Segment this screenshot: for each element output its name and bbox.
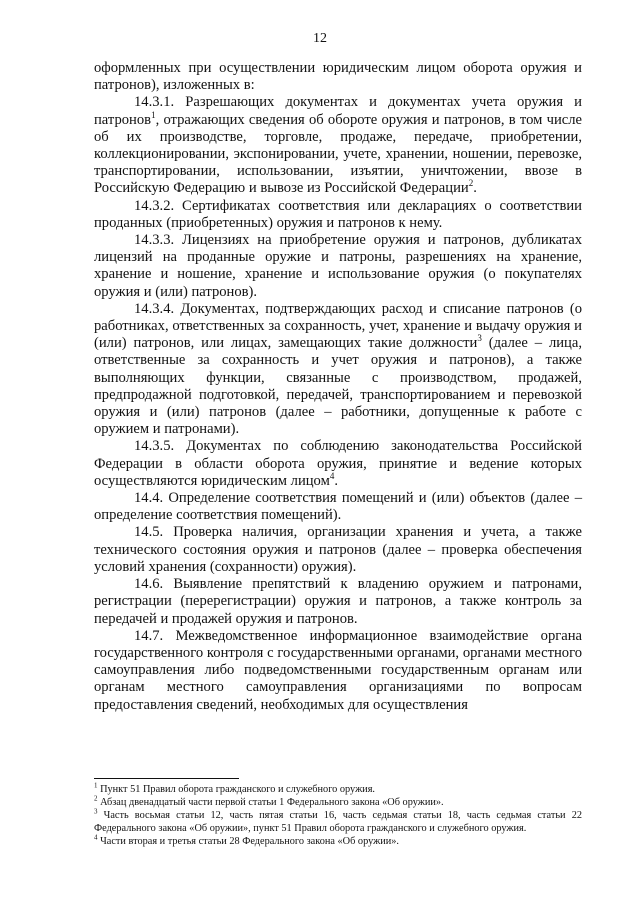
paragraph-text: 14.7. Межведомственное информационное взаимодействие органа государственного контроля с государственными органами, органами местного самоуправления либо подведомственными государственным органам или органам местного самоуправления организациями по вопросам предоставления сведений, необходимых для осуществления <box>94 627 582 713</box>
footnote-number: 1 <box>94 781 98 790</box>
paragraph-text-tail: (далее – лица, ответственные за сохранность и учет оружия и патронов), а также выполняющих функции, связанные с производством, продажей, предпродажной подготовкой, передачей, транспортированием и перевозкой оружия и (или) патронов (далее – работники, допущенные к работе с оружием и патронами). <box>94 335 582 438</box>
paragraph-text: 14.3.2. Сертификатах соответствия или декларациях о соответствии проданных (приобретенных) оружия и патронов к нему. <box>94 197 582 231</box>
paragraph-text: 14.4. Определение соответствия помещений и (или) объектов (далее – определение соответствия помещений). <box>94 490 582 524</box>
footnote-number: 3 <box>94 807 98 816</box>
paragraph-text-tail: . <box>473 180 477 197</box>
paragraph-14-7 <box>94 628 582 714</box>
footnote-number: 4 <box>94 833 98 842</box>
paragraph-text: 14.5. Проверка наличия, организации хранения и учета, а также технического состояния оружия и патронов (далее – проверка обеспечения условий хранения (сохранности) оружия). <box>94 524 582 575</box>
paragraph-14-4 <box>94 490 582 524</box>
footnotes <box>94 783 582 848</box>
paragraph-text: 14.3.4. Документах, подтверждающих расход и списание патронов (о работниках, ответственных за сохранность, учет, хранение и выдачу оружия и (или) патронов, или лицах, замещающих такие должности <box>94 300 582 352</box>
footnote-text: Части вторая и третья статьи 28 Федерального закона «Об оружии». <box>100 836 399 847</box>
footnote-4 <box>94 835 582 848</box>
paragraph-continuation <box>94 60 582 94</box>
footnote-1 <box>94 783 582 796</box>
paragraph-14-3-1 <box>94 94 582 197</box>
paragraph-text: 14.3.1. Разрешающих документах и документах учета оружия и патронов <box>94 94 582 128</box>
footnote-2 <box>94 796 582 809</box>
footnote-number: 2 <box>94 794 98 803</box>
paragraph-14-3-4 <box>94 301 582 439</box>
footnote-text: Абзац двенадцатый части первой статьи 1 Федерального закона «Об оружии». <box>100 797 444 808</box>
footnote-ref-2[interactable]: 2 <box>468 178 474 189</box>
footnote-3 <box>94 809 582 835</box>
page-number: 12 <box>313 31 327 46</box>
paragraph-14-3-2 <box>94 198 582 232</box>
paragraph-text: 14.3.3. Лицензиях на приобретение оружия и патронов, дубликатах лицензий на проданные оружие и патроны, разрешениях на хранение, хранение и ношение, хранение и использование оружия (о покупателях оружия и (или) патронов). <box>94 232 582 300</box>
paragraph-text: 14.3.5. Документах по соблюдению законодательства Российской Федерации в области оборота оружия, принятие и ведение которых осуществляются юридическим лицом <box>94 438 582 489</box>
footnote-ref-3[interactable]: 3 <box>477 333 482 344</box>
footnote-ref-1[interactable]: 1 <box>151 109 156 120</box>
paragraph-text: 14.6. Выявление препятствий к владению оружием и патронами, регистрации (перерегистрации) оружия и патронов, а также контроль за передачей и продажей оружия и патронов. <box>94 576 582 627</box>
paragraph-text: оформленных при осуществлении юридическим лицом оборота оружия и патронов), изложенных в: <box>94 60 582 94</box>
document-body <box>94 60 582 714</box>
paragraph-14-6 <box>94 576 582 628</box>
paragraph-text-tail: , отражающих сведения об обороте оружия и патронов, в том числе об их производстве, торговле, продаже, передаче, приобретении, коллекционировании, экспонировании, учете, хранении, ношении, перевозке, транспортировании, использовании, изъятии, уничтожении, ввозе в Российскую Федерацию и вывозе из Российской Федерации <box>94 111 582 197</box>
footnote-text: Пункт 51 Правил оборота гражданского и служебного оружия. <box>100 784 376 795</box>
paragraph-14-3-5 <box>94 438 582 490</box>
footnote-separator <box>94 778 239 779</box>
paragraph-text-tail: . <box>334 472 338 489</box>
footnote-ref-4[interactable]: 4 <box>329 471 335 482</box>
paragraph-14-3-3 <box>94 232 582 301</box>
footnote-text: Часть восьмая статьи 12, часть пятая статьи 16, часть седьмая статьи 18, часть седьмая статьи 22 Федерального закона «Об оружии», пункт 51 Правил оборота гражданского и служебного оружия. <box>94 810 582 834</box>
paragraph-14-5 <box>94 524 582 576</box>
